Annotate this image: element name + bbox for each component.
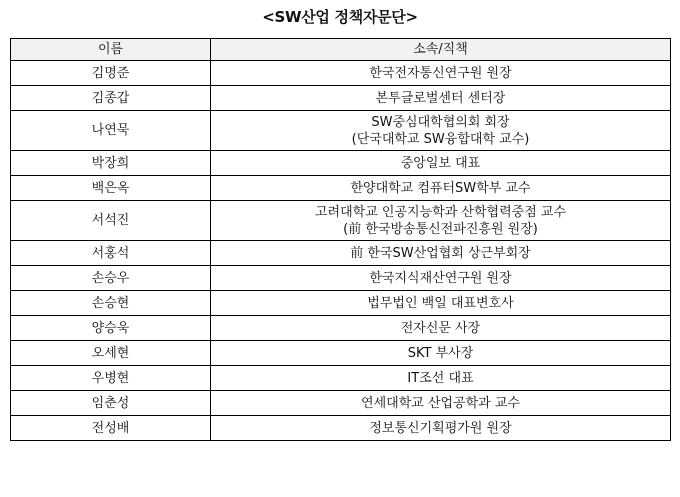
table-row: [11, 366, 671, 391]
member-name: 손승현: [11, 291, 211, 316]
member-name: 박장희: [11, 151, 211, 176]
table-row: [11, 341, 671, 366]
advisory-committee-table: [10, 38, 671, 441]
member-position: [211, 366, 671, 391]
member-name: 서석진: [11, 201, 211, 241]
position-line: 고려대학교 인공지능학과 산학협력중점 교수: [315, 204, 566, 220]
position-line: 前 한국SW산업협회 상근부회장: [350, 245, 531, 261]
header-row: [11, 39, 671, 61]
position-line: 한국지식재산연구원 원장: [369, 270, 512, 286]
table-row: [11, 176, 671, 201]
position-line: 법무법인 백일 대표변호사: [367, 295, 514, 311]
position-line: SKT 부사장: [407, 345, 474, 361]
position-line: 한양대학교 컴퓨터SW학부 교수: [350, 180, 531, 196]
table-title: <SW산업 정책자문단>: [262, 8, 418, 26]
member-position: [211, 341, 671, 366]
member-name: 우병현: [11, 366, 211, 391]
member-name: 서홍석: [11, 241, 211, 266]
position-line: 중앙일보 대표: [400, 155, 481, 171]
position-line: 연세대학교 산업공학과 교수: [361, 395, 520, 411]
position-line: (단국대학교 SW융합대학 교수): [351, 131, 530, 147]
table-body: [11, 61, 671, 441]
table-row: [11, 291, 671, 316]
position-line: SW중심대학협의회 회장: [371, 114, 510, 130]
table-row: [11, 316, 671, 341]
table-row: [11, 151, 671, 176]
position-line: 전자신문 사장: [400, 320, 481, 336]
member-position: [211, 291, 671, 316]
member-position: [211, 391, 671, 416]
member-name: 김명준: [11, 61, 211, 86]
position-line: 본투글로벌센터 센터장: [375, 90, 506, 106]
member-name: 임춘성: [11, 391, 211, 416]
table-row: [11, 111, 671, 151]
member-position: [211, 416, 671, 441]
header-position: 소속/직책: [211, 39, 671, 61]
member-position: [211, 241, 671, 266]
member-name: 백은옥: [11, 176, 211, 201]
member-name: 양승욱: [11, 316, 211, 341]
member-name: 전성배: [11, 416, 211, 441]
position-line: 한국전자통신연구원 원장: [369, 65, 512, 81]
member-position: [211, 111, 671, 151]
member-name: 손승우: [11, 266, 211, 291]
member-position: [211, 176, 671, 201]
table-row: [11, 416, 671, 441]
member-name: 나연묵: [11, 111, 211, 151]
member-position: [211, 316, 671, 341]
table-row: [11, 86, 671, 111]
member-position: [211, 86, 671, 111]
position-line: (前 한국방송통신전파진흥원 원장): [343, 221, 538, 237]
member-position: [211, 61, 671, 86]
position-line: IT조선 대표: [407, 370, 474, 386]
table-row: [11, 201, 671, 241]
member-name: 오세현: [11, 341, 211, 366]
header-name: 이름: [11, 39, 211, 61]
member-position: [211, 151, 671, 176]
position-line: 정보통신기획평가원 원장: [369, 420, 512, 436]
member-position: [211, 266, 671, 291]
table-row: [11, 61, 671, 86]
member-name: 김종갑: [11, 86, 211, 111]
table-row: [11, 391, 671, 416]
table-row: [11, 266, 671, 291]
member-position: [211, 201, 671, 241]
table-row: [11, 241, 671, 266]
